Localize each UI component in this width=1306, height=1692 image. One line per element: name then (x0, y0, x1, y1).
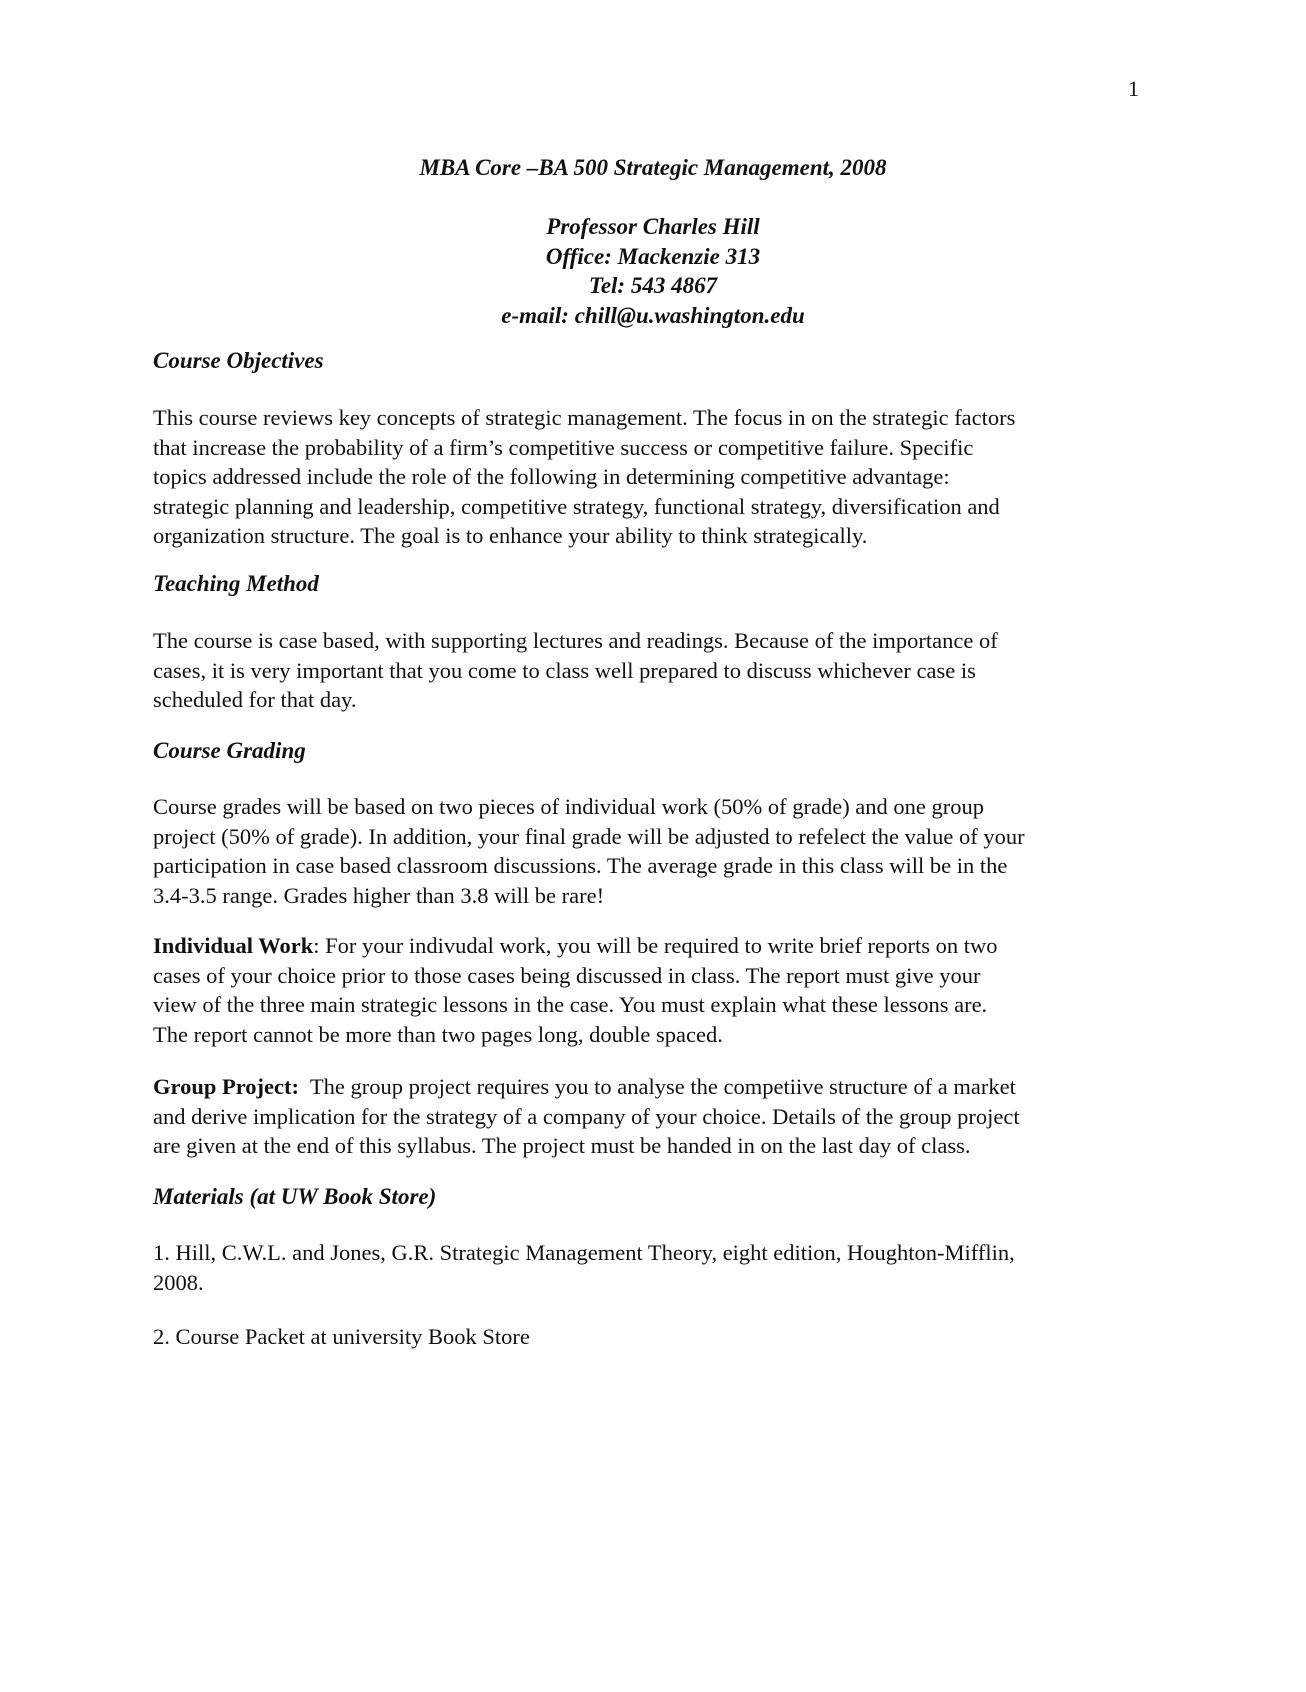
paragraph-line: Course grades will be based on two pieces of individual work (50% of grade) and one group (153, 794, 985, 819)
paragraph-line (153, 1072, 1163, 1102)
heading-materials: Materials (at UW Book Store) (153, 1184, 437, 1209)
contact-block (0, 212, 1306, 330)
paragraph-line: view of the three main strategic lessons in the case. You must explain what these lessons are. (153, 992, 988, 1017)
paragraph-line (153, 931, 1163, 961)
heading-teaching-method: Teaching Method (153, 571, 319, 596)
individual-work-text: : For your indivudal work, you will be required to write brief reports on two (313, 933, 998, 958)
materials-item-1 (153, 1238, 1163, 1297)
individual-work-label: Individual Work (153, 933, 314, 958)
paragraph-line: strategic planning and leadership, competitive strategy, functional strategy, diversification and (153, 493, 1000, 519)
course-title: MBA Core –BA 500 Strategic Management, 2008 (419, 155, 887, 180)
paragraph-line: 2008. (153, 1269, 204, 1295)
group-project-label: Group Project: (153, 1074, 300, 1099)
group-project-paragraph (153, 1072, 1163, 1161)
paragraph-line: project (50% of grade). In addition, your final grade will be adjusted to refelect the value of your (153, 823, 1025, 849)
individual-work-paragraph (153, 931, 1163, 1049)
office-location: Office: Mackenzie 313 (545, 243, 761, 269)
paragraph-line: This course reviews key concepts of strategic management. The focus in on the strategic factors (153, 405, 1016, 430)
paragraph-line: topics addressed include the role of the following in determining competitive advantage: (153, 464, 950, 489)
paragraph-line: that increase the probability of a firm’s competitive success or competitive failure. Specific (153, 434, 974, 460)
paragraph-line: 3.4-3.5 range. Grades higher than 3.8 will be rare! (153, 882, 605, 908)
paragraph-line: cases, it is very important that you come to class well prepared to discuss whichever case is (153, 657, 976, 683)
course-grading-paragraph (153, 792, 1163, 910)
heading-course-objectives: Course Objectives (153, 348, 324, 373)
materials-item-2 (153, 1322, 1163, 1352)
professor-name: Professor Charles Hill (546, 214, 760, 239)
group-project-text: The group project requires you to analyse the competiive structure of a market (299, 1074, 1016, 1099)
course-objectives-paragraph (153, 403, 1163, 551)
paragraph-line: and derive implication for the strategy of a company of your choice. Details of the group project (153, 1103, 1020, 1129)
page-number: 1 (1128, 76, 1139, 101)
teaching-method-paragraph (153, 626, 1163, 715)
paragraph-line: are given at the end of this syllabus. The project must be handed in on the last day of class. (153, 1133, 971, 1158)
paragraph-line: The report cannot be more than two pages long, double spaced. (153, 1021, 723, 1047)
paragraph-line: 1. Hill, C.W.L. and Jones, G.R. Strategic Management Theory, eight edition, Houghton-Mifflin, (153, 1240, 1015, 1265)
paragraph-line: scheduled for that day. (153, 687, 357, 712)
heading-course-grading: Course Grading (153, 738, 306, 763)
paragraph-line: The course is case based, with supporting lectures and readings. Because of the importance of (153, 628, 998, 653)
email-address: e-mail: chill@u.washington.edu (501, 302, 805, 328)
paragraph-line: cases of your choice prior to those cases being discussed in class. The report must give your (153, 962, 981, 988)
paragraph-line: organization structure. The goal is to enhance your ability to think strategically. (153, 523, 868, 548)
paragraph-line: participation in case based classroom discussions. The average grade in this class will be in the (153, 853, 1008, 878)
telephone: Tel: 543 4867 (588, 273, 718, 298)
paragraph-line: 2. Course Packet at university Book Store (153, 1324, 530, 1349)
